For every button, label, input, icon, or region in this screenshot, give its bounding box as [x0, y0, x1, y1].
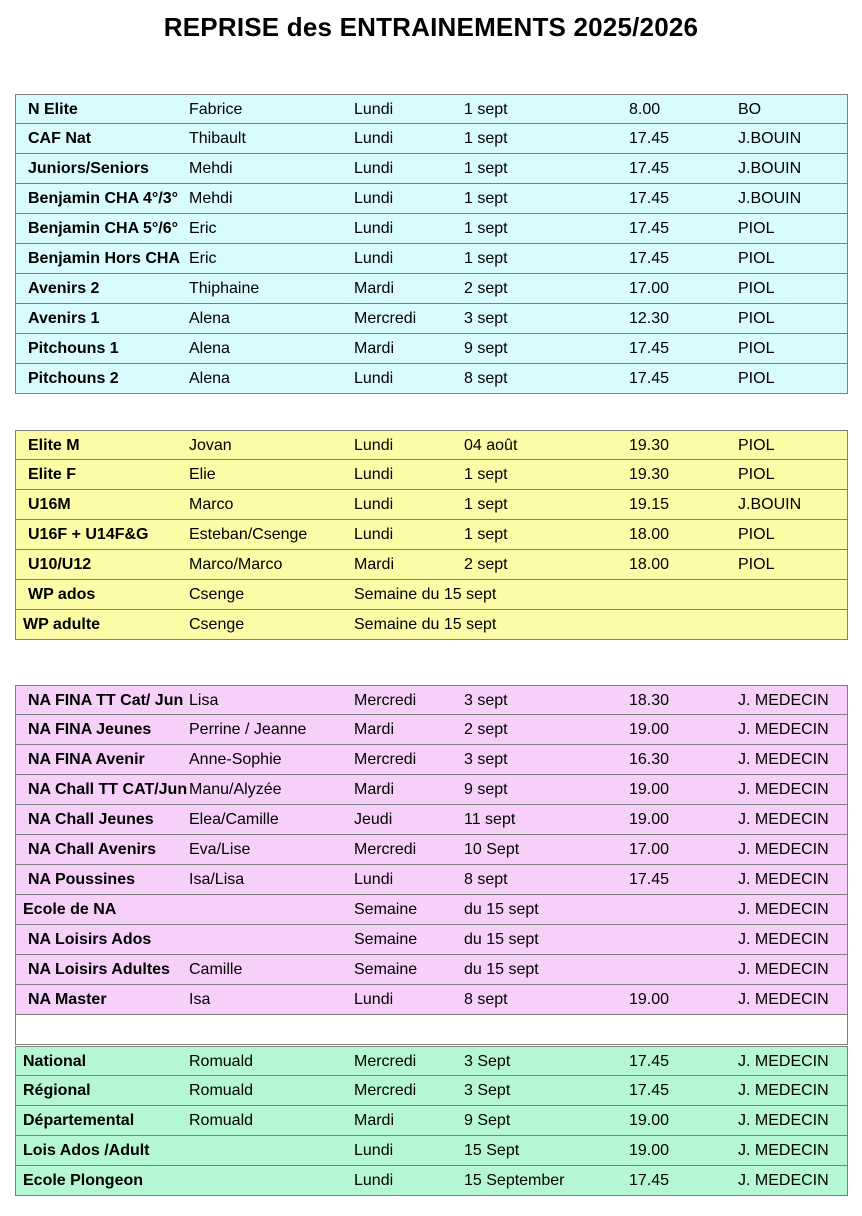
group-label: Benjamin CHA 5°/6° — [28, 220, 179, 237]
table-row — [15, 430, 848, 460]
start-time: 17.45 — [629, 160, 670, 177]
pool-location: PIOL — [738, 340, 775, 357]
training-day: Mercredi — [354, 751, 417, 768]
start-date: 1 sept — [464, 526, 508, 543]
coach-name: Eric — [189, 220, 217, 237]
group-label: National — [23, 1053, 87, 1070]
pool-location: J. MEDECIN — [738, 841, 829, 858]
pool-location: PIOL — [738, 466, 775, 483]
training-day: Lundi — [354, 160, 394, 177]
start-date: 1 sept — [464, 466, 508, 483]
coach-name: Isa — [189, 991, 211, 1008]
coach-name: Mehdi — [189, 160, 233, 177]
group-label: Elite M — [28, 437, 80, 454]
start-date: 8 sept — [464, 991, 508, 1008]
pool-location: J. MEDECIN — [738, 1082, 829, 1099]
table-row — [15, 550, 848, 580]
training-day: Mercredi — [354, 841, 417, 858]
table-row — [15, 124, 848, 154]
start-date: 9 sept — [464, 340, 508, 357]
coach-name: Csenge — [189, 616, 245, 633]
training-day: Mardi — [354, 280, 395, 297]
coach-name: Elie — [189, 466, 216, 483]
start-time: 19.00 — [629, 991, 670, 1008]
start-date: 8 sept — [464, 370, 508, 387]
start-time: 16.30 — [629, 751, 670, 768]
training-day: Lundi — [354, 526, 394, 543]
table-row — [15, 745, 848, 775]
start-date: 9 sept — [464, 781, 508, 798]
coach-name: Manu/Alyzée — [189, 781, 282, 798]
start-date: 2 sept — [464, 721, 508, 738]
training-day: Semaine — [354, 961, 418, 978]
group-label: U10/U12 — [28, 556, 92, 573]
table-row — [15, 364, 848, 394]
group-label: Benjamin CHA 4°/3° — [28, 190, 179, 207]
section-plongeon — [15, 1046, 848, 1196]
table-row — [15, 520, 848, 550]
table-row — [15, 805, 848, 835]
start-time: 17.00 — [629, 841, 670, 858]
group-label: WP adulte — [23, 616, 101, 633]
training-day: Lundi — [354, 1172, 394, 1189]
table-row — [15, 490, 848, 520]
pool-location: J. MEDECIN — [738, 901, 829, 918]
training-day: Mardi — [354, 1112, 395, 1129]
group-label: WP ados — [28, 586, 96, 603]
coach-name: Csenge — [189, 586, 245, 603]
start-date: 15 Sept — [464, 1142, 520, 1159]
group-label: Avenirs 2 — [28, 280, 100, 297]
table-row — [15, 865, 848, 895]
start-time: 19.30 — [629, 437, 670, 454]
group-label: Avenirs 1 — [28, 310, 100, 327]
coach-name: Alena — [189, 370, 230, 387]
coach-name: Esteban/Csenge — [189, 526, 308, 543]
group-label: Benjamin Hors CHA — [28, 250, 181, 267]
pool-location: PIOL — [738, 310, 775, 327]
group-label: Ecole de NA — [23, 901, 117, 918]
start-date: 15 September — [464, 1172, 565, 1189]
coach-name: Marco — [189, 496, 234, 513]
pool-location: J.BOUIN — [738, 496, 802, 513]
group-label: Pitchouns 2 — [28, 370, 119, 387]
start-time: 18.00 — [629, 526, 670, 543]
start-date: 1 sept — [464, 130, 508, 147]
table-row — [15, 184, 848, 214]
table-row — [15, 1166, 848, 1196]
coach-name: Mehdi — [189, 190, 233, 207]
start-time: 8.00 — [629, 101, 661, 118]
pool-location: J. MEDECIN — [738, 1112, 829, 1129]
table-row — [15, 715, 848, 745]
coach-name: Camille — [189, 961, 243, 978]
group-label: Ecole Plongeon — [23, 1172, 144, 1189]
start-date: 3 sept — [464, 692, 508, 709]
training-day: Lundi — [354, 370, 394, 387]
training-day: Mardi — [354, 556, 395, 573]
training-day: Lundi — [354, 1142, 394, 1159]
pool-location: J. MEDECIN — [738, 1172, 829, 1189]
start-date: 1 sept — [464, 190, 508, 207]
training-day: Lundi — [354, 871, 394, 888]
start-date: 9 Sept — [464, 1112, 511, 1129]
training-day: Semaine — [354, 931, 418, 948]
table-row — [15, 274, 848, 304]
coach-name: Fabrice — [189, 101, 243, 118]
start-date: 3 Sept — [464, 1082, 511, 1099]
group-label: NA FINA Jeunes — [28, 721, 152, 738]
training-day: Lundi — [354, 220, 394, 237]
pool-location: J. MEDECIN — [738, 961, 829, 978]
start-time: 12.30 — [629, 310, 670, 327]
pool-location: J. MEDECIN — [738, 721, 829, 738]
group-label: NA Loisirs Adultes — [28, 961, 170, 978]
start-date: 3 sept — [464, 310, 508, 327]
coach-name: Thibault — [189, 130, 246, 147]
training-day: Lundi — [354, 101, 394, 118]
pool-location: J. MEDECIN — [738, 751, 829, 768]
group-label: NA FINA TT Cat/ Jun — [28, 692, 184, 709]
training-day: Mercredi — [354, 310, 417, 327]
coach-name: Anne-Sophie — [189, 751, 282, 768]
coach-name: Jovan — [189, 437, 232, 454]
pool-location: PIOL — [738, 220, 775, 237]
start-date: 1 sept — [464, 160, 508, 177]
start-date: 1 sept — [464, 496, 508, 513]
group-label: NA Chall Jeunes — [28, 811, 154, 828]
table-row — [15, 304, 848, 334]
pool-location: J. MEDECIN — [738, 811, 829, 828]
pool-location: BO — [738, 101, 762, 118]
coach-name: Romuald — [189, 1053, 254, 1070]
section-water-polo — [15, 430, 848, 640]
table-row — [15, 244, 848, 274]
pool-location: J.BOUIN — [738, 160, 802, 177]
start-date: du 15 sept — [464, 931, 539, 948]
training-day: Mercredi — [354, 1053, 417, 1070]
group-label: Lois Ados /Adult — [23, 1142, 150, 1159]
start-time: 19.00 — [629, 721, 670, 738]
start-date: 1 sept — [464, 250, 508, 267]
pool-location: J.BOUIN — [738, 130, 802, 147]
pool-location: J. MEDECIN — [738, 871, 829, 888]
table-row — [15, 460, 848, 490]
start-time: 17.45 — [629, 250, 670, 267]
training-day: Mercredi — [354, 692, 417, 709]
training-day: Mardi — [354, 340, 395, 357]
pool-location: J. MEDECIN — [738, 991, 829, 1008]
start-time: 17.45 — [629, 1053, 670, 1070]
start-time: 19.00 — [629, 811, 670, 828]
group-label: NA Poussines — [28, 871, 135, 888]
group-label: NA Chall Avenirs — [28, 841, 157, 858]
start-date: 04 août — [464, 437, 518, 454]
table-row — [15, 94, 848, 124]
pool-location: PIOL — [738, 526, 775, 543]
start-time: 19.00 — [629, 1142, 670, 1159]
start-date: 10 Sept — [464, 841, 520, 858]
start-date: 1 sept — [464, 101, 508, 118]
table-row — [15, 334, 848, 364]
training-day: Lundi — [354, 466, 394, 483]
training-day: Mardi — [354, 721, 395, 738]
pool-location: PIOL — [738, 556, 775, 573]
start-time: 18.00 — [629, 556, 670, 573]
group-label: NA Loisirs Ados — [28, 931, 152, 948]
training-day: Lundi — [354, 991, 394, 1008]
table-row — [15, 925, 848, 955]
table-row — [15, 154, 848, 184]
section-natation-course — [15, 94, 848, 394]
start-date: 2 sept — [464, 280, 508, 297]
pool-location: J. MEDECIN — [738, 1142, 829, 1159]
table-row — [15, 1136, 848, 1166]
start-date: du 15 sept — [464, 901, 539, 918]
pool-location: PIOL — [738, 280, 775, 297]
group-label: NA FINA Avenir — [28, 751, 145, 768]
training-day: Semaine du 15 sept — [354, 616, 497, 633]
pool-location: PIOL — [738, 437, 775, 454]
empty-separator-row — [15, 1015, 848, 1045]
pool-location: PIOL — [738, 370, 775, 387]
training-day: Semaine du 15 sept — [354, 586, 497, 603]
start-time: 19.00 — [629, 1112, 670, 1129]
pool-location: J.BOUIN — [738, 190, 802, 207]
start-time: 19.15 — [629, 496, 670, 513]
table-row — [15, 685, 848, 715]
table-row — [15, 1046, 848, 1076]
coach-name: Alena — [189, 340, 230, 357]
training-day: Mercredi — [354, 1082, 417, 1099]
start-time: 17.45 — [629, 130, 670, 147]
start-time: 19.30 — [629, 466, 670, 483]
coach-name: Lisa — [189, 692, 219, 709]
pool-location: PIOL — [738, 250, 775, 267]
table-row — [15, 1076, 848, 1106]
page-title: REPRISE des ENTRAINEMENTS 2025/2026 — [163, 12, 699, 42]
table-row — [15, 835, 848, 865]
start-date: 2 sept — [464, 556, 508, 573]
start-date: 3 Sept — [464, 1053, 511, 1070]
table-row — [15, 985, 848, 1015]
coach-name: Eric — [189, 250, 217, 267]
training-day: Jeudi — [354, 811, 393, 828]
group-label: Départemental — [23, 1112, 135, 1129]
pool-location: J. MEDECIN — [738, 1053, 829, 1070]
pool-location: J. MEDECIN — [738, 781, 829, 798]
training-day: Lundi — [354, 437, 394, 454]
group-label: Régional — [23, 1082, 91, 1099]
coach-name: Romuald — [189, 1082, 254, 1099]
training-day: Lundi — [354, 130, 394, 147]
training-day: Semaine — [354, 901, 418, 918]
group-label: CAF Nat — [28, 130, 92, 147]
start-date: 11 sept — [464, 811, 516, 828]
coach-name: Eva/Lise — [189, 841, 251, 858]
start-time: 17.45 — [629, 871, 670, 888]
coach-name: Romuald — [189, 1112, 254, 1129]
group-label: Elite F — [28, 466, 77, 483]
start-date: 1 sept — [464, 220, 508, 237]
start-time: 19.00 — [629, 781, 670, 798]
pool-location: J. MEDECIN — [738, 931, 829, 948]
coach-name: Thiphaine — [189, 280, 260, 297]
start-time: 18.30 — [629, 692, 670, 709]
coach-name: Elea/Camille — [189, 811, 279, 828]
start-time: 17.00 — [629, 280, 670, 297]
start-time: 17.45 — [629, 340, 670, 357]
section-natation-artistique — [15, 685, 848, 1045]
start-date: 8 sept — [464, 871, 508, 888]
start-time: 17.45 — [629, 220, 670, 237]
coach-name: Alena — [189, 310, 230, 327]
group-label: NA Chall TT CAT/Jun — [28, 781, 188, 798]
table-row — [15, 895, 848, 925]
start-date: du 15 sept — [464, 961, 539, 978]
table-row — [15, 1106, 848, 1136]
training-day: Mardi — [354, 781, 395, 798]
pool-location: J. MEDECIN — [738, 692, 829, 709]
table-row — [15, 610, 848, 640]
training-day: Lundi — [354, 190, 394, 207]
table-row — [15, 955, 848, 985]
start-time: 17.45 — [629, 1172, 670, 1189]
start-time: 17.45 — [629, 190, 670, 207]
coach-name: Perrine / Jeanne — [189, 721, 307, 738]
group-label: Pitchouns 1 — [28, 340, 119, 357]
start-time: 17.45 — [629, 370, 670, 387]
start-date: 3 sept — [464, 751, 508, 768]
coach-name: Isa/Lisa — [189, 871, 245, 888]
group-label: U16M — [28, 496, 71, 513]
table-row — [15, 580, 848, 610]
coach-name: Marco/Marco — [189, 556, 283, 573]
group-label: N Elite — [28, 101, 78, 118]
group-label: Juniors/Seniors — [28, 160, 149, 177]
group-label: NA Master — [28, 991, 107, 1008]
training-day: Lundi — [354, 496, 394, 513]
start-time: 17.45 — [629, 1082, 670, 1099]
training-day: Lundi — [354, 250, 394, 267]
table-row — [15, 775, 848, 805]
group-label: U16F + U14F&G — [28, 526, 149, 543]
table-row — [15, 214, 848, 244]
